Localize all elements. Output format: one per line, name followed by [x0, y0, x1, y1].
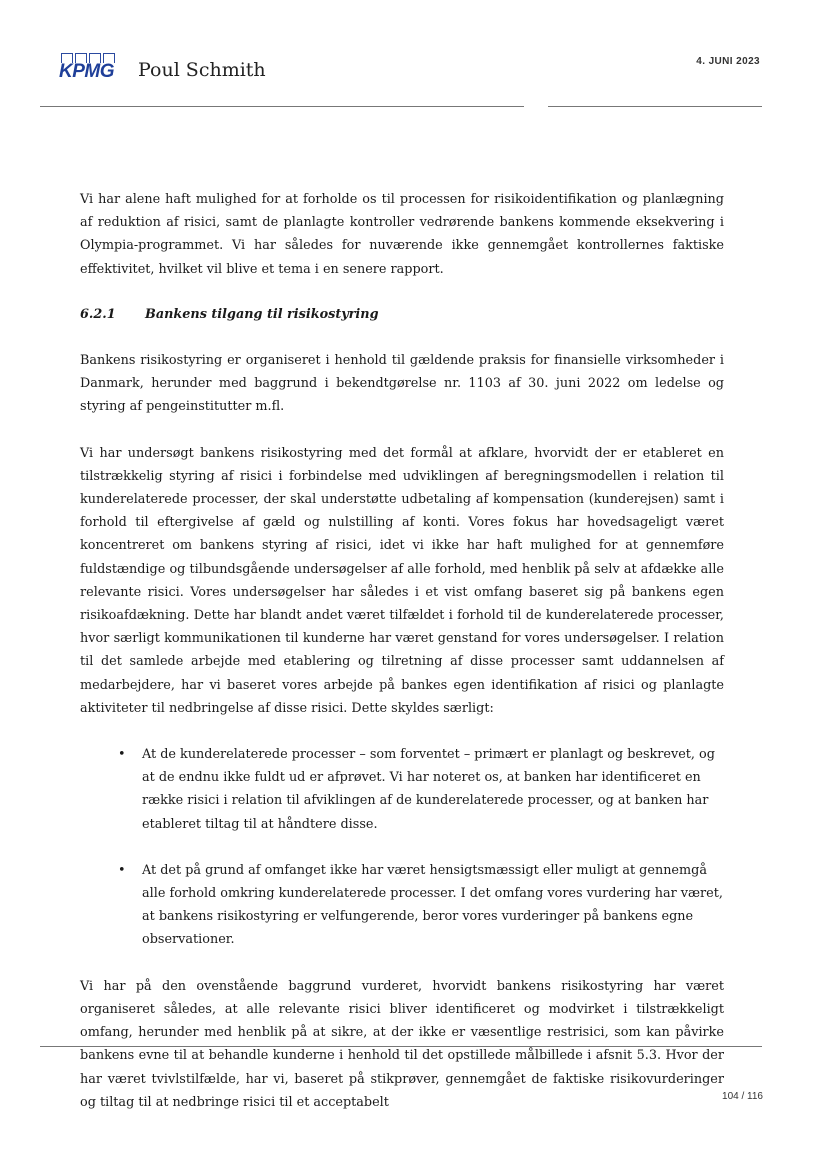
page-number: 104 / 116: [722, 1091, 763, 1102]
kpmg-logo-text: KPMG: [59, 61, 114, 82]
paragraph-2: Vi har undersøgt bankens risikostyring med det formål at afklare, hvorvidt der er etableret en tilstrækkelig styring af risici i forbindelse med udviklingen af beregningsmodellen i relation til kunderelaterede processer, der skal understøtte udbetaling af kompensation (kunderejsen) samt i forhold til eftergivelse af gæld og nulstilling af konti. Vores fokus har hovedsageligt været koncentreret om bankens styring af risici, idet vi ikke har haft mulighed for at gennemføre fuldstændige og tilbundsgående undersøgelser af alle forhold, med henblik på selv at afdække alle relevante risici. Vores undersøgelser har således i et vist omfang baseret sig på bankens egen risikoafdækning. Dette har blandt andet været tilfældet i forhold til de kunderelaterede processer, hvor særligt kommunikationen til kunderne har været genstand for vores undersøgelser. I relation til det samlede arbejde med etablering og tilretning af disse processer samt uddannelsen af medarbejdere, har vi baseret vores arbejde på bankes egen identifikation af risici og planlagte aktiviteter til nedbringelse af disse risici. Dette skyldes særligt:: [80, 445, 724, 716]
kpmg-logo: [59, 53, 121, 83]
bullet-icon: •: [118, 862, 126, 878]
bullet-item: [80, 743, 724, 836]
client-name: Poul Schmith: [138, 59, 266, 81]
paragraph-3: Vi har på den ovenstående baggrund vurderet, hvorvidt bankens risikostyring har været organiseret således, at alle relevante risici bliver identificeret og modvirket i tilstrækkeligt omfang, herunder med henblik på at sikre, at der ikke er væsentlige restrisici, som kan påvirke bankens evne til at behandle kunderne i henhold til det opstillede målbillede i afsnit 5.3. Hvor der har været tvivlstilfælde, har vi, baseret på stikprøver, gennemgået de faktiske risikovurderinger og tiltag til at nedbringe risici til et acceptabelt: [80, 978, 724, 1110]
bullet-icon: •: [118, 747, 126, 763]
bullet-item: [80, 859, 724, 952]
bullet-text: At de kunderelaterede processer – som forventet – primært er planlagt og beskrevet, og at de endnu ikke fuldt ud er afprøvet. Vi har noteret os, at banken har identificeret en række risici i relation til afviklingen af de kunderelaterede processer, og at banken har etableret tiltag til at håndtere disse.: [142, 747, 715, 832]
footer-rule: [40, 1046, 762, 1047]
bullet-text: At det på grund af omfanget ikke har været hensigtsmæssigt eller muligt at gennemgå alle forhold omkring kunderelaterede processer. I det omfang vores vurdering har været, at bankens risikostyring er velfungerende, beror vores vurderinger på bankens egne observationer.: [142, 862, 723, 948]
section-number: 6.2.1: [80, 306, 116, 322]
intro-paragraph: Vi har alene haft mulighed for at forholde os til processen for risikoidentifikation og planlægning af reduktion af risici, samt de planlagte kontroller vedrørende bankens kommende eksekvering i Olympia-programmet. Vi har således for nuværende ikke gennemgået kontrollernes faktiske effektivitet, hvilket vil blive et tema i en senere rapport.: [80, 192, 724, 277]
bullet-list: [80, 743, 724, 952]
section-title: Bankens tilgang til risikostyring: [145, 306, 379, 322]
header-rule-right: [548, 106, 762, 107]
section-heading: [80, 303, 724, 326]
report-date: 4. JUNI 2023: [696, 56, 760, 67]
page-body: [80, 188, 724, 1114]
header-rule-left: [40, 106, 524, 107]
paragraph-1: Bankens risikostyring er organiseret i henhold til gældende praksis for finansielle virksomheder i Danmark, herunder med baggrund i bekendtgørelse nr. 1103 af 30. juni 2022 om ledelse og styring af pengeinstitutter m.fl.: [80, 353, 724, 415]
